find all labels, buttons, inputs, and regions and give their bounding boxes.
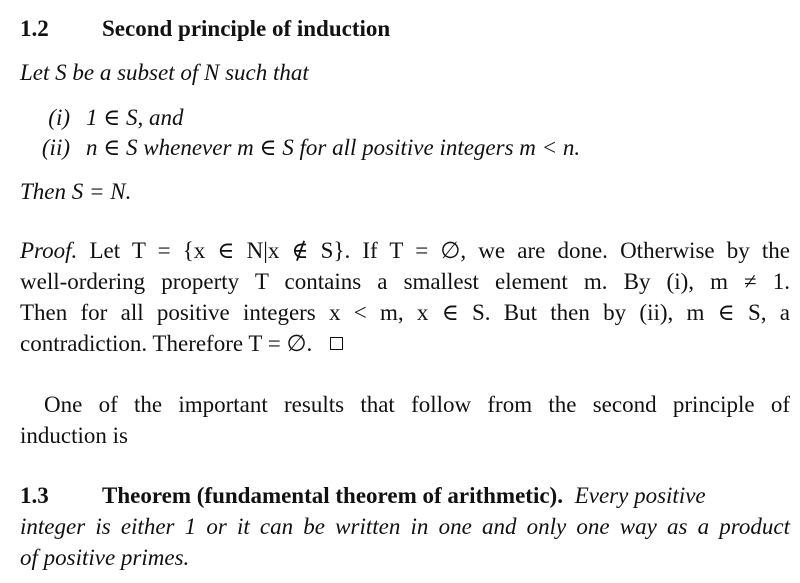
remark-line-2: induction is: [20, 423, 128, 448]
theorem-text: Every positive: [574, 483, 706, 508]
theorem-line-2: integer is either 1 or it can be written in one and only one way as a product: [20, 514, 790, 539]
proof-line-4: [20, 329, 343, 359]
theorem-heading: [20, 481, 706, 511]
proof-label: Proof.: [20, 238, 78, 263]
item-label: (i): [48, 105, 70, 130]
remark-line-1: One of the important results that follow from the second principle of: [44, 392, 790, 417]
item-label: (ii): [41, 135, 70, 160]
proof-line-3: Then for all positive integers x < m, x ∈ S. But then by (ii), m ∈ S, a: [20, 300, 790, 325]
item-text: 1 ∈ S, and: [86, 105, 184, 130]
qed-square-icon: [330, 337, 343, 350]
statement-item-2: [20, 133, 580, 163]
theorem-line-3: of positive primes.: [20, 545, 190, 570]
section-number: 1.2: [20, 16, 49, 41]
proof-text: contradiction. Therefore T = ∅.: [20, 331, 313, 356]
item-text: n ∈ S whenever m ∈ S for all positive integers m < n.: [86, 135, 581, 160]
proof-line-1: [20, 236, 790, 266]
section-heading: [20, 14, 390, 44]
proof-text: Let T = {x ∈ N|x ∉ S}. If T = ∅, we are done. Otherwise by the: [89, 238, 791, 263]
theorem-title: Theorem (fundamental theorem of arithmetic).: [102, 483, 563, 508]
statement-intro: Let S be a subset of N such that: [20, 60, 309, 85]
theorem-number: 1.3: [20, 483, 49, 508]
statement-conclusion: Then S = N.: [20, 179, 132, 204]
proof-line-2: well-ordering property T contains a smallest element m. By (i), m ≠ 1.: [20, 269, 790, 294]
statement-item-1: [20, 103, 184, 133]
section-title: Second principle of induction: [102, 16, 391, 41]
